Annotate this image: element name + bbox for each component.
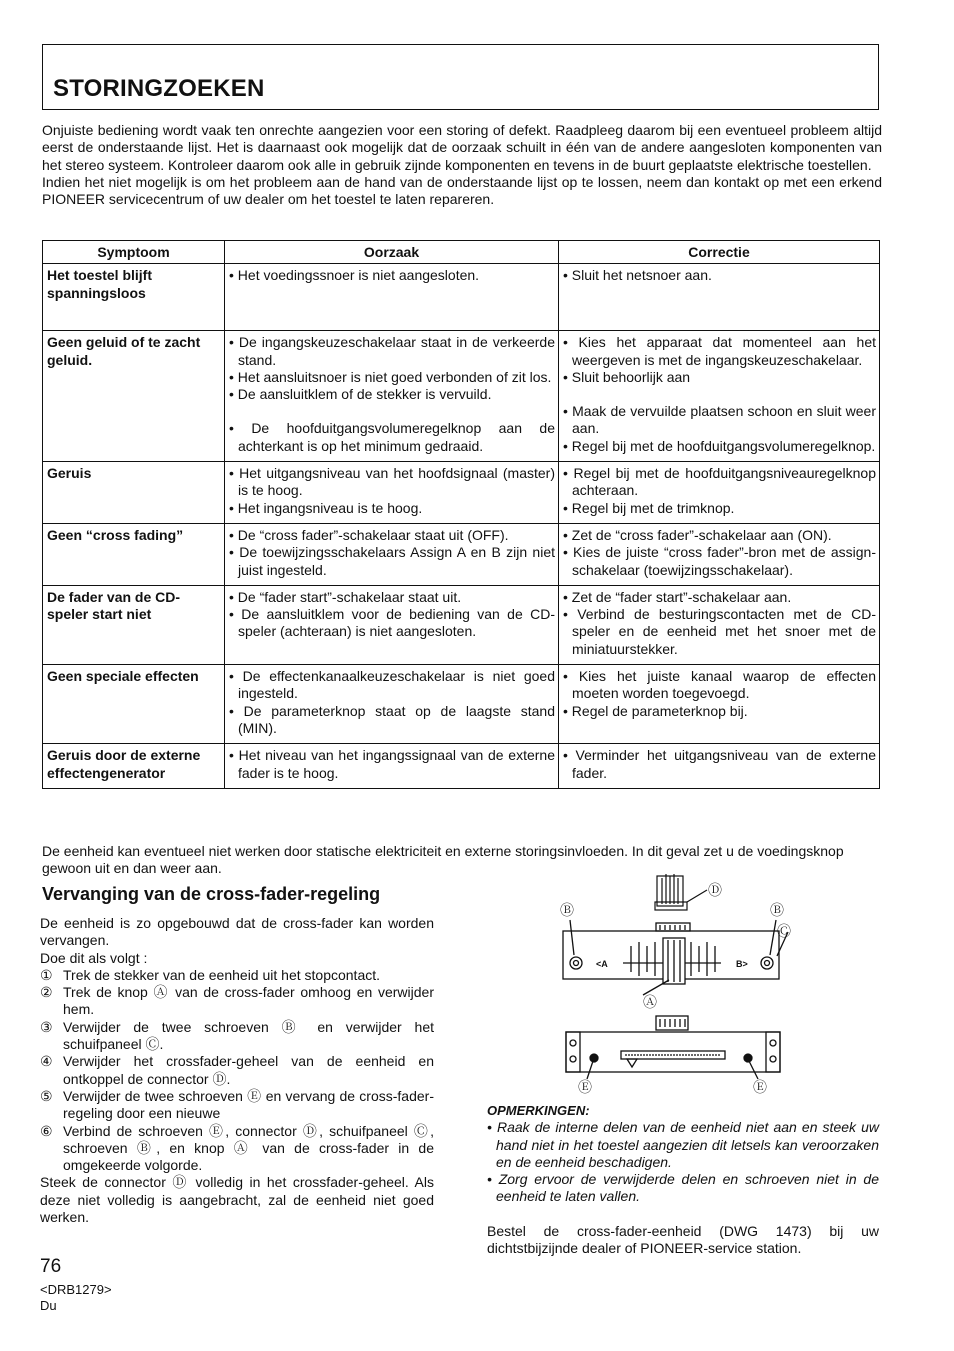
step-number: ⑤ (40, 1087, 53, 1104)
cause-item: • De ingangskeuzeschakelaar staat in de verkeerde stand. (229, 334, 555, 368)
step-item (40, 1053, 434, 1088)
fix-item: • Regel bij met de trimknop. (563, 499, 735, 516)
fix-cell (559, 665, 880, 744)
step-number: ⑥ (40, 1122, 53, 1139)
fix-item: • Regel bij met de hoofduitgangsvolumeregelknop. (563, 437, 876, 454)
fix-cell (559, 585, 880, 664)
fix-item: • Sluit het netsnoer aan. (563, 267, 712, 284)
table-row (43, 264, 880, 331)
label-b-right: Ⓑ (770, 902, 784, 918)
cause-item: • Het ingangsniveau is te hoog. (229, 499, 423, 516)
cause-item: • De parameterknop staat op de laagste stand (MIN). (229, 702, 555, 736)
label-left-mark: <A (596, 959, 608, 969)
cause-cell (225, 523, 559, 585)
cause-item: • Het uitgangsniveau van het hoofdsignaal (master) is te hoog. (229, 465, 555, 499)
cause-item: • De hoofduitgangsvolumeregelknop aan de achterkant is op het minimum gedraaid. (229, 420, 555, 454)
step-text: Trek de knop Ⓐ van de cross-fader omhoog en verwijder hem. (63, 984, 434, 1018)
cause-item: • De “cross fader”-schakelaar staat uit (OFF). (229, 526, 509, 543)
label-right-mark: B> (736, 959, 748, 969)
section-intro: De eenheid is zo opgebouwd dat de cross-fader kan worden vervangen. (40, 915, 434, 949)
symptom-cell: Geen “cross fading” (43, 523, 225, 585)
fader-assembly-illustration (566, 1016, 780, 1079)
intro-text (42, 122, 882, 208)
note-item: • Zorg ervoor de verwijderde delen en schroeven niet in de eenheid te laten vallen. (487, 1171, 879, 1205)
connector-d-illustration (655, 874, 707, 910)
intro-paragraph: Onjuiste bediening wordt vaak ten onrechte aangezien voor een storing of defekt. Raadpleeg daarom bij een eventueel probleem altijd eerst de onderstaande lijst. Het is daarnaast ook mogelijk dat de oorzaak schuilt in één van de andere aangesloten komponenten van het stereo systeem. Kontroleer daarom ook alle in gebruik zijnde komponenten en tevens in de buurt geplaatste elektrische toestellen. (42, 122, 882, 173)
fix-item: • Zet de “fader start”-schakelaar aan. (563, 588, 792, 605)
fix-item: • Verbind de besturingscontacten met de CD-speler en de eenheid met het snoer met de miniatuurstekker. (563, 606, 876, 657)
cause-cell (225, 264, 559, 331)
cause-cell (225, 462, 559, 524)
label-a: Ⓐ (643, 994, 657, 1010)
fix-cell (559, 331, 880, 462)
fix-item: • Verminder het uitgangsniveau van de externe fader. (563, 747, 876, 781)
page-title: STORINGZOEKEN (53, 75, 265, 102)
cause-item: • De effectenkanaalkeuzeschakelaar is niet goed ingesteld. (229, 668, 555, 702)
step-number: ④ (40, 1053, 53, 1070)
table-header-row (43, 241, 880, 264)
notes-list (487, 1119, 879, 1205)
intro-paragraph: Indien het niet mogelijk is om het probleem aan de hand van de onderstaande lijst op te lossen, neem dan kontakt op met een erkend PIONEER servicecentrum of uw dealer om het toestel te laten repareren. (42, 173, 882, 208)
fix-cell (559, 744, 880, 789)
title-box (42, 44, 879, 110)
step-text: Trek de stekker van de eenheid uit het stopcontact. (63, 966, 381, 983)
fix-cell (559, 523, 880, 585)
troubleshooting-table (42, 240, 880, 789)
static-note-text: De eenheid kan eventueel niet werken door statische elektriciteit en externe storingsinvloeden. In dit geval zet u de voedingsknop gewoon uit en dan weer aan. (42, 843, 844, 876)
symptom-cell: Geruis (43, 462, 225, 524)
fix-cell (559, 264, 880, 331)
table-row (43, 665, 880, 744)
cause-item: • De aansluitklem voor de bediening van de CD-speler (achteraan) is niet aangesloten. (229, 606, 555, 640)
cause-cell (225, 585, 559, 664)
table-row (43, 331, 880, 462)
fix-cell (559, 462, 880, 524)
table-row (43, 744, 880, 789)
label-d: Ⓓ (708, 882, 722, 898)
fix-item: • Zet de “cross fader”-schakelaar aan (ON). (563, 526, 832, 543)
language-code: Du (40, 1298, 57, 1313)
label-c: Ⓒ (777, 923, 791, 939)
table-row (43, 462, 880, 524)
cause-item: • De toewijzingsschakelaars Assign A en B zijn niet juist ingesteld. (229, 544, 555, 578)
steps-list (40, 967, 434, 1175)
cross-fader-diagram (545, 868, 795, 1096)
step-number: ① (40, 966, 53, 983)
cause-cell (225, 331, 559, 462)
cause-item: • Het aansluitsnoer is niet goed verbonden of zit los. (229, 368, 552, 385)
notes-block (487, 1102, 879, 1206)
order-info: Bestel de cross-fader-eenheid (DWG 1473) bij uw dichtstbijzijnde dealer of PIONEER-service station. (487, 1223, 879, 1257)
step-text: Verwijder de twee schroeven Ⓑ en verwijder het schuifpaneel Ⓒ. (63, 1018, 434, 1053)
step-item (40, 1088, 434, 1123)
header-symptom: Symptoom (43, 241, 225, 264)
closing-text: Steek de connector Ⓓ volledig in het crossfader-geheel. Als deze niet volledig is aangebracht, zal de eenheid niet goed werken. (40, 1174, 434, 1226)
step-number: ② (40, 984, 53, 1001)
step-text: Verbind de schroeven Ⓔ, connector Ⓓ, schuifpaneel Ⓒ, schroeven Ⓑ, en knop Ⓐ van de cross-fader in de omgekeerde volgorde. (63, 1122, 434, 1174)
table-row (43, 523, 880, 585)
step-item (40, 1123, 434, 1175)
cause-cell (225, 744, 559, 789)
page-number: 76 (40, 1256, 62, 1277)
section-heading: Vervanging van de cross-fader-regeling (42, 884, 381, 904)
section-intro-2: Doe dit als volgt : (40, 949, 148, 966)
document-code-text: <DRB1279> (40, 1282, 112, 1297)
cause-item: • Het voedingssnoer is niet aangesloten. (229, 267, 480, 284)
note-item: • Raak de interne delen van de eenheid niet aan en steek uw hand niet in het toestel aangezien dit letsels kan veroorzaken en de eenheid beschadigen. (487, 1119, 879, 1170)
label-e-left: Ⓔ (578, 1079, 592, 1095)
step-item (40, 967, 434, 984)
symptom-cell: Geen geluid of te zacht geluid. (43, 331, 225, 462)
cause-item: • De aansluitklem of de stekker is vervuild. (229, 386, 492, 403)
symptom-cell: De fader van de CD-speler start niet (43, 585, 225, 664)
symptom-cell: Het toestel blijft spanningsloos (43, 264, 225, 331)
step-text: Verwijder het crossfader-geheel van de eenheid en ontkoppel de connector Ⓓ. (63, 1053, 434, 1087)
document-code (40, 1282, 112, 1314)
fix-item: • Kies de juiste “cross fader”-bron met de assign-schakelaar (toewijzingsschakelaar). (563, 544, 876, 578)
symptom-cell: Geen speciale effecten (43, 665, 225, 744)
slide-panel-illustration (563, 920, 788, 995)
table-row (43, 585, 880, 664)
header-correction: Correctie (559, 241, 880, 264)
fix-item: • Regel de parameterknop bij. (563, 702, 748, 719)
fix-item: • Kies het juiste kanaal waarop de effecten moeten worden toegevoegd. (563, 668, 876, 702)
fix-item: • Sluit behoorlijk aan (563, 368, 691, 385)
cause-cell (225, 665, 559, 744)
symptom-cell: Geruis door de externe effectengenerator (43, 744, 225, 789)
step-number: ③ (40, 1018, 53, 1035)
step-item (40, 984, 434, 1019)
notes-heading: OPMERKINGEN: (487, 1103, 590, 1118)
step-item (40, 1019, 434, 1054)
fix-item: • Regel bij met de hoofduitgangsniveauregelknop achteraan. (563, 465, 876, 499)
step-text: Verwijder de twee schroeven Ⓔ en vervang de cross-fader-regeling door een nieuwe (63, 1087, 434, 1122)
label-b-left: Ⓑ (560, 902, 574, 918)
header-cause: Oorzaak (225, 241, 559, 264)
label-e-right: Ⓔ (753, 1079, 767, 1095)
cause-item: • De “fader start”-schakelaar staat uit. (229, 588, 462, 605)
replacement-instructions (40, 915, 434, 1226)
fix-item: • Maak de vervuilde plaatsen schoon en sluit weer aan. (563, 403, 876, 437)
cause-item: • Het niveau van het ingangssignaal van de externe fader is te hoog. (229, 747, 555, 781)
fix-item: • Kies het apparaat dat momenteel aan het weergeven is met de ingangskeuzeschakelaar. (563, 334, 876, 368)
